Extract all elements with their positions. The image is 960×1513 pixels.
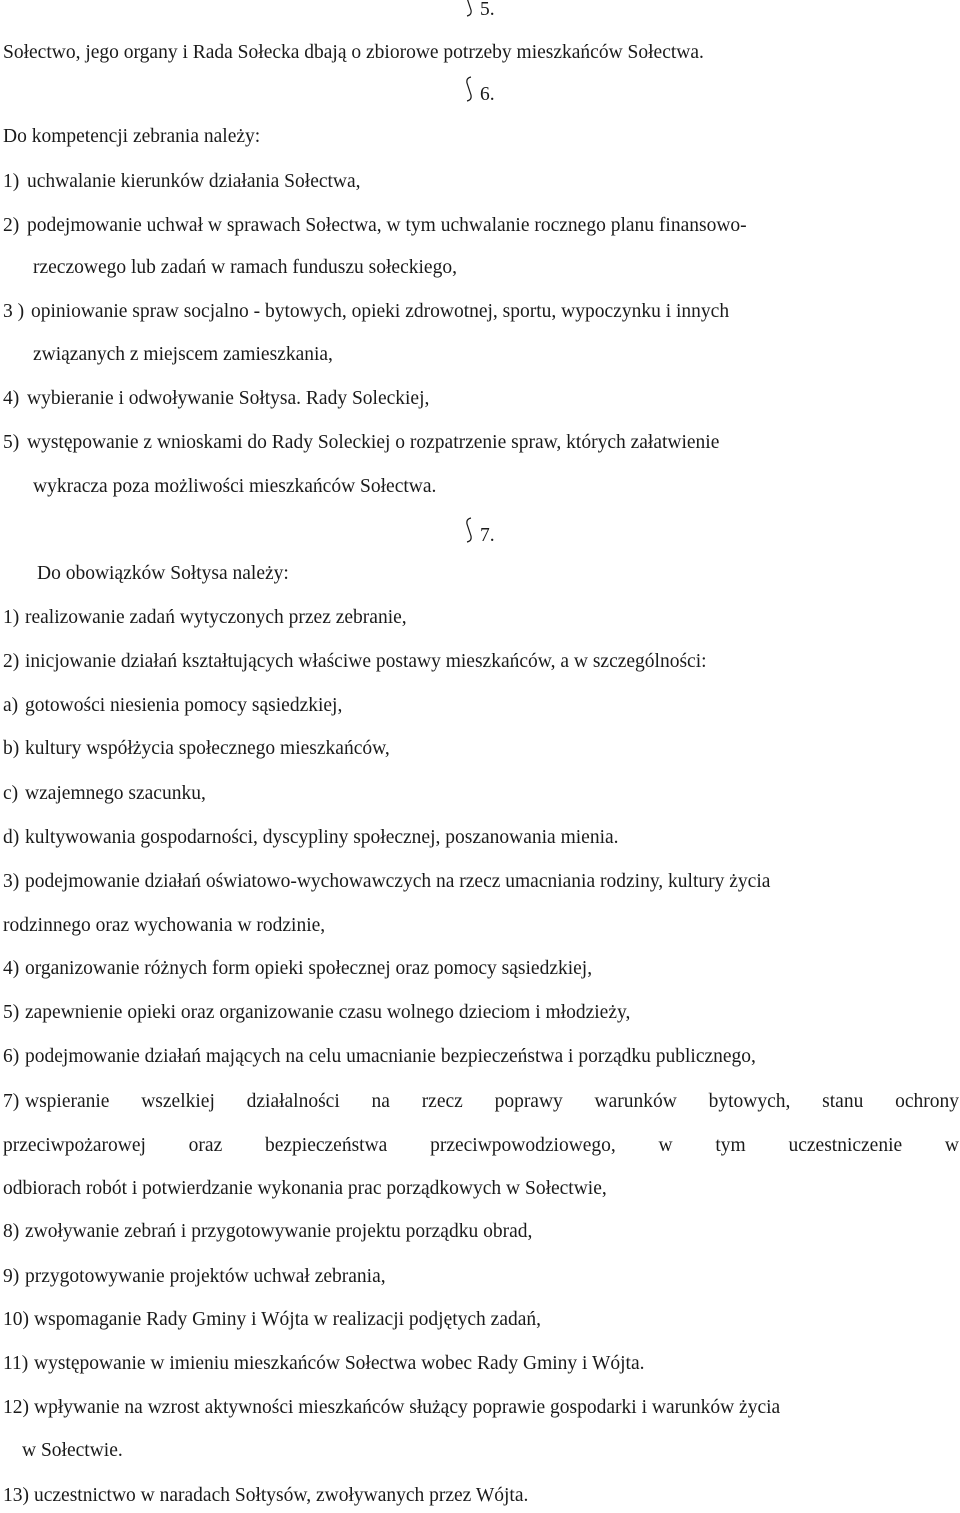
list-letter: c): [3, 783, 19, 804]
list-item-text: realizowanie zadań wytyczonych przez zebranie,: [25, 607, 407, 628]
list-item-text: wzajemnego szacunku,: [25, 783, 206, 804]
list-number: 12): [3, 1397, 29, 1418]
s7-item-12-continuation: [0, 1436, 960, 1466]
section-7-number: 7.: [480, 525, 495, 546]
list-number: 3 ): [3, 301, 25, 322]
section-6-intro-line: [0, 122, 960, 152]
s7-item-1: [0, 603, 960, 633]
list-item-text: związanych z miejscem zamieszkania,: [33, 344, 333, 365]
list-item-text: występowanie z wnioskami do Rady Soleckiej o rozpatrzenie spraw, których załatwienie: [27, 432, 720, 453]
list-item-text: kultury współżycia społecznego mieszkańców,: [25, 738, 390, 759]
list-letter: a): [3, 695, 19, 716]
list-item-text: podejmowanie uchwał w sprawach Sołectwa, w tym uchwalanie rocznego planu finansowo-: [27, 215, 747, 236]
list-item-text: odbiorach robót i potwierdzanie wykonania prac porządkowych w Sołectwie,: [3, 1178, 607, 1199]
list-item-text: gotowości niesienia pomocy sąsiedzkiej,: [25, 695, 343, 716]
s7-item-11: [0, 1349, 960, 1379]
list-number: 5): [3, 1002, 20, 1023]
s7-item-13: [0, 1481, 960, 1511]
section-7-intro-line: [0, 559, 960, 589]
list-item-text: organizowanie różnych form opieki społecznej oraz pomocy sąsiedzkiej,: [25, 958, 593, 979]
list-item-text: w Sołectwie.: [22, 1440, 123, 1461]
s7-item-6: [0, 1042, 960, 1072]
list-item-text: przeciwpożarowej oraz bezpieczeństwa przeciwpowodziowego, w tym uczestniczenie w: [3, 1135, 959, 1156]
list-item-text: uczestnictwo w naradach Sołtysów, zwoływanych przez Wójta.: [34, 1485, 529, 1506]
list-number: 5): [3, 432, 20, 453]
section-sign-icon: [464, 0, 474, 18]
list-item-text: podejmowanie działań oświatowo-wychowawczych na rzecz umacniania rodziny, kultury życia: [25, 871, 771, 892]
s7-item-3-continuation: [0, 911, 960, 941]
s7-item-9: [0, 1262, 960, 1292]
section-6-heading: [480, 80, 495, 110]
list-item-text: wybieranie i odwoływanie Sołtysa. Rady Soleckiej,: [27, 388, 430, 409]
section-6-number: 6.: [480, 84, 495, 105]
section-sign-icon: [464, 75, 474, 103]
s7-item-10: [0, 1305, 960, 1335]
s6-item-3: [0, 297, 960, 327]
s7-item-4: [0, 954, 960, 984]
list-number: 8): [3, 1221, 20, 1242]
section-7-heading: [480, 521, 495, 551]
s6-item-5-continuation: [0, 472, 960, 502]
list-item-text: wpływanie na wzrost aktywności mieszkańców służący poprawie gospodarki i warunków życia: [34, 1397, 781, 1418]
list-item-text: przygotowywanie projektów uchwał zebrania,: [25, 1266, 386, 1287]
list-number: 13): [3, 1485, 29, 1506]
list-item-text: podejmowanie działań mających na celu umacnianie bezpieczeństwa i porządku publicznego,: [25, 1046, 756, 1067]
section-7-intro: Do obowiązków Sołtysa należy:: [37, 563, 289, 584]
list-item-text: występowanie w imieniu mieszkańców Sołectwa wobec Rady Gminy i Wójta.: [34, 1353, 645, 1374]
list-number: 7): [3, 1091, 20, 1112]
section-5-number: 5.: [480, 0, 495, 20]
list-number: 2): [3, 215, 20, 236]
s7-item-d: [0, 823, 960, 853]
list-item-text: wykracza poza możliwości mieszkańców Sołectwa.: [33, 476, 437, 497]
list-item-text: rzeczowego lub zadań w ramach funduszu sołeckiego,: [33, 257, 457, 278]
s7-item-7-continuation-2: [0, 1174, 960, 1204]
list-number: 11): [3, 1353, 29, 1374]
list-number: 2): [3, 651, 20, 672]
section-5-text-line: [0, 38, 960, 68]
s6-item-4: [0, 384, 960, 414]
list-number: 3): [3, 871, 20, 892]
s6-item-5: [0, 428, 960, 458]
list-item-text: rodzinnego oraz wychowania w rodzinie,: [3, 915, 326, 936]
list-number: 6): [3, 1046, 20, 1067]
section-5-text: Sołectwo, jego organy i Rada Sołecka dbają o zbiorowe potrzeby mieszkańców Sołectwa.: [3, 42, 704, 63]
section-sign-icon: [464, 516, 474, 544]
s6-item-2-continuation: [0, 253, 960, 283]
list-item-text: inicjowanie działań kształtujących właściwe postawy mieszkańców, a w szczególności:: [25, 651, 707, 672]
section-6-intro: Do kompetencji zebrania należy:: [3, 126, 261, 147]
list-item-text: wspomaganie Rady Gminy i Wójta w realizacji podjętych zadań,: [34, 1309, 542, 1330]
list-item-text: kultywowania gospodarności, dyscypliny społecznej, poszanowania mienia.: [25, 827, 619, 848]
s7-item-7-continuation: [0, 1131, 960, 1161]
s7-item-c: [0, 779, 960, 809]
list-number: 1): [3, 171, 20, 192]
section-5-heading: [480, 0, 495, 25]
s7-item-b: [0, 734, 960, 764]
s7-item-3: [0, 867, 960, 897]
list-item-text: uchwalanie kierunków działania Sołectwa,: [27, 171, 361, 192]
s7-item-7: [0, 1087, 960, 1117]
s7-item-12: [0, 1393, 960, 1423]
list-item-text: zapewnienie opieki oraz organizowanie czasu wolnego dzieciom i młodzieży,: [25, 1002, 631, 1023]
list-letter: b): [3, 738, 20, 759]
list-letter: d): [3, 827, 20, 848]
s7-item-2: [0, 647, 960, 677]
list-number: 10): [3, 1309, 29, 1330]
s7-item-8: [0, 1217, 960, 1247]
list-item-text: zwoływanie zebrań i przygotowywanie projektu porządku obrad,: [25, 1221, 533, 1242]
s7-item-a: [0, 691, 960, 721]
list-number: 9): [3, 1266, 20, 1287]
list-item-text: opiniowanie spraw socjalno - bytowych, opieki zdrowotnej, sportu, wypoczynku i innych: [31, 301, 730, 322]
s6-item-2: [0, 211, 960, 241]
s6-item-1: [0, 167, 960, 197]
list-number: 4): [3, 388, 20, 409]
list-number: 4): [3, 958, 20, 979]
list-item-text: wspieranie wszelkiej działalności na rzecz poprawy warunków bytowych, stanu ochrony: [25, 1091, 959, 1112]
s7-item-5: [0, 998, 960, 1028]
s6-item-3-continuation: [0, 340, 960, 370]
list-number: 1): [3, 607, 20, 628]
